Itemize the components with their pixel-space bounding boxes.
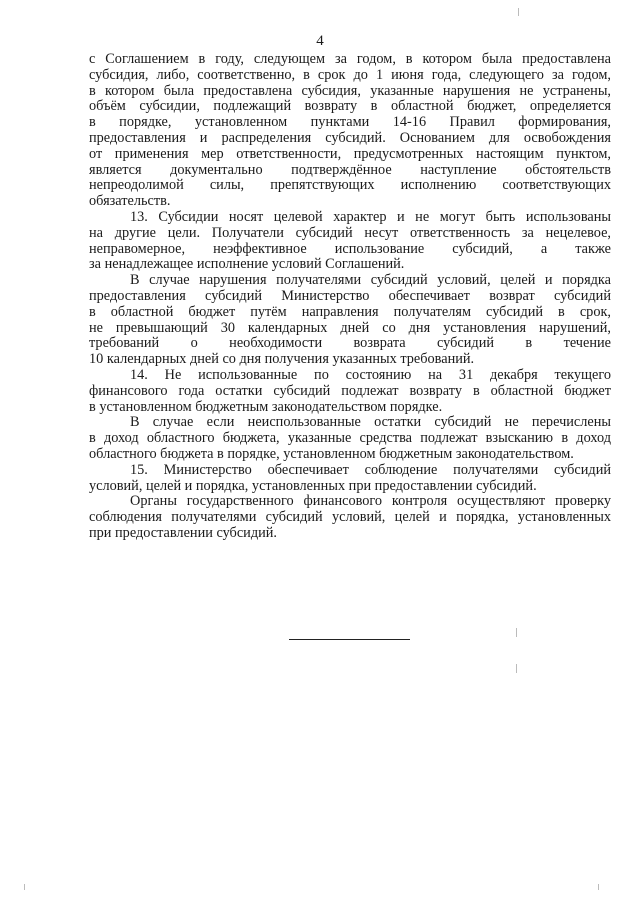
scan-speck — [516, 664, 517, 673]
text-line: в областной бюджет путём направления получателям субсидий в срок, — [89, 303, 611, 320]
text-line: в порядке, установленном пунктами 14-16 Правил формирования, — [89, 114, 611, 131]
scan-speck — [598, 884, 599, 890]
paragraph-13-line: 13. Субсидии носят целевой характер и не могут быть использованы — [130, 208, 611, 225]
text-line: при предоставлении субсидий. — [89, 524, 277, 541]
text-line: с Соглашением в году, следующем за годом, в котором была предоставлена — [89, 51, 611, 67]
text-line: соблюдения получателями субсидий условий, целей и порядка, установленных — [89, 509, 611, 526]
text-line: объём субсидии, подлежащий возврату в областной бюджет, определяется — [89, 98, 611, 115]
text-line: в доход областного бюджета, указанные средства подлежат взысканию в доход — [89, 430, 611, 447]
body-text — [89, 52, 611, 542]
paragraph-refund-line: В случае нарушения получателями субсидий условий, целей и порядка — [130, 272, 611, 289]
text-line: 10 календарных дней со дня получения указанных требований. — [89, 351, 475, 368]
text-line: финансового года остатки субсидий подлежат возврату в областной бюджет — [89, 382, 611, 399]
scan-speck — [518, 8, 519, 16]
end-of-text-rule — [289, 639, 410, 640]
text-line: не превышающий 30 календарных дней со дня установления нарушений, — [89, 319, 611, 336]
paragraph-15-line: 15. Министерство обеспечивает соблюдение получателями субсидий — [130, 461, 611, 478]
paragraph-control-line: Органы государственного финансового контроля осуществляют проверку — [130, 493, 611, 510]
text-line: неправомерное, неэффективное использование субсидий, а также — [89, 240, 611, 257]
scan-speck — [516, 628, 517, 637]
text-line: обязательств. — [89, 193, 171, 210]
text-line: от применения мер ответственности, предусмотренных настоящим пунктом, — [89, 145, 611, 162]
text-line: на другие цели. Получатели субсидий несут ответственность за нецелевое, — [89, 224, 611, 241]
text-line: непреодолимой силы, препятствующих исполнению соответствующих — [89, 177, 611, 194]
text-line: субсидия, либо, соответственно, в срок до 1 июня года, следующего за годом, — [89, 66, 611, 83]
text-line: предоставления и распределения субсидий. Основанием для освобождения — [89, 129, 611, 146]
scan-speck — [24, 884, 25, 890]
paragraph-unspent-line: В случае если неиспользованные остатки субсидий не перечислены — [130, 414, 611, 431]
text-line: является документально подтверждённое наступление обстоятельств — [89, 161, 611, 178]
text-line: за ненадлежащее исполнение условий Соглашений. — [89, 256, 405, 273]
text-line: в котором была предоставлена субсидия, указанные нарушения не устранены, — [89, 82, 611, 99]
text-line: областного бюджета в порядке, установленном бюджетным законодательством. — [89, 445, 574, 462]
text-line: требований о необходимости возврата субсидий в течение — [89, 335, 611, 352]
page-number: 4 — [316, 33, 324, 49]
text-line: условий, целей и порядка, установленных при предоставлении субсидий. — [89, 477, 537, 494]
text-line: в установленном бюджетным законодательством порядке. — [89, 398, 443, 415]
text-line: предоставления субсидий Министерство обеспечивает возврат субсидий — [89, 287, 611, 304]
paragraph-14-line: 14. Не использованные по состоянию на 31 декабря текущего — [130, 366, 611, 383]
